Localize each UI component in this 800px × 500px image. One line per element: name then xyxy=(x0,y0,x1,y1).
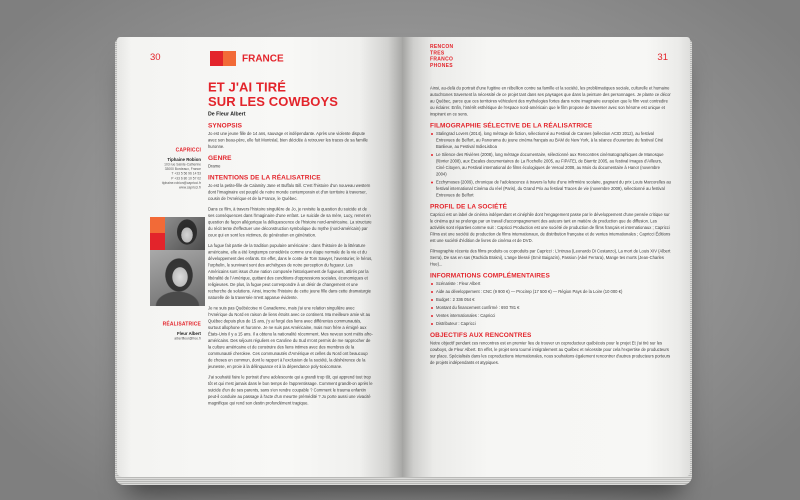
rencontres-francophones-logo xyxy=(430,44,453,69)
intentions-paragraph: Dans ce film, à travers l'histoire singulière de Jo, je revisite la question du suicide et de ses conséquences dans l'imaginaire d'une enfant. Le suicide de sa mère, Lucy, remet en question de façon allégorique la déliquescence de l'histoire nord-américaine. La structure du récit tente d'effectuer une déconstruction symbolique du mythe (nord-américain) par ceux qui en sont les victimes, de génération en génération. xyxy=(208,206,372,238)
intentions-paragraph: J'ai souhaité faire le portrait d'une adolescente qui a grandi trop tôt, qui apprend tout trop tôt et qui n'est jamais dans le bon temps de l'apprentissage. Comment grandit-on après le suicide d'un de ses parents, sans s'en rendre coupable ? Comment le trauma enfantin peut-il conduire au passage à l'acte d'un meurtre prémédité ? Jo porte aussi une vivacité magnifique qui rend son destin profondément tragique. xyxy=(208,374,373,406)
filmography-list xyxy=(430,131,671,199)
film-still-photo xyxy=(165,217,205,250)
orange-block xyxy=(223,51,236,66)
orange-accent-block xyxy=(150,217,165,233)
company-name: CAPRICCI xyxy=(175,147,201,153)
director-name: Fleur Albert xyxy=(177,331,201,336)
director-portrait-photo xyxy=(150,250,205,306)
right-page-content xyxy=(402,37,690,477)
company-profile-paragraph: Filmographie récente des films produits ou coproduits par Capricci : L'intrusa (Leonardo Di Costanzo), La mort de Louis XIV (Albert Serra), De sas en sas (Rachida Brakni), L'ange blessé (Emir Baigazin), Passion (Abel Ferrara), Mange tes morts (Jean-Charles Hue)... xyxy=(430,248,671,267)
film-title-line: SUR LES COWBOYS xyxy=(208,94,339,109)
red-accent-block xyxy=(150,233,165,250)
info-item: Distributeur : Capricci xyxy=(436,321,671,328)
info-item: Budget : 2 336 054 € xyxy=(436,297,671,304)
intentions-paragraph: La fugue fait partie de la tradition populaire américaine : dans l'histoire de la littérature américaine, elle a été longtemps considérée comme une étape normale de la vie et du développement des enfants. En effet, dans le conte de Tom Sawyer, l'aventurier, le héros, l'orphelin, le survivant sont des archétypes de notre perception du fugueur. Les Américains sont issus d'une nation composée historiquement de fugueurs, attirés par la libéralité de l'Amérique, quittant des conditions d'oppressions sociales, économiques et religieuses. De plus, la fugue peut correspondre à un désir de changement et une recherche de solutions. Ainsi, inscrire l'histoire de cette jeune fille dans cette dramaturgie naturelle de la traversée m'est apparue évidente. xyxy=(208,243,373,300)
left-page-content xyxy=(117,37,402,477)
info-item: Aide au développement : CNC (9 900 €) — Procirep (17 500 €) — Région Pays de la Loire (10 000 €) xyxy=(436,289,671,296)
intentions-heading: INTENTIONS DE LA RÉALISATRICE xyxy=(208,173,321,181)
country-label: FRANCE xyxy=(242,53,284,64)
country-color-blocks xyxy=(210,51,236,66)
contact-name: Tiphaine Robion xyxy=(167,157,201,162)
red-block xyxy=(210,51,223,66)
film-title xyxy=(208,80,373,109)
objectives-text: Notre objectif pendant ces rencontres est en premier lieu de trouver un coproducteur québécois pour le projet Et j'ai tiré sur les cowboys, de Fleur Albert. En effet, le projet sera tourné intégralement au Québec et nécessite pour cela l'expertise de producteurs sur place. Spécialisés dans les coproductions internationales, nous souhaitons également rencontrer d'autres producteurs porteurs de projets indépendants et atypiques. xyxy=(430,340,671,365)
film-title-line: ET J'AI TIRÉ xyxy=(208,79,286,95)
info-heading: INFORMATIONS COMPLÉMENTAIRES xyxy=(430,271,550,279)
info-item: Ventes internationales : Capricci xyxy=(436,313,671,320)
synopsis-heading: SYNOPSIS xyxy=(208,121,243,129)
synopsis-text: Jo est une jeune fille de 14 ans, sauvage et indépendante. Après une violente dispute avec son beau-père, elle fuit Montréal, bien décidée à retrouver les traces de sa famille huronne. xyxy=(208,131,368,149)
company-city-line: 33000 Bordeaux, France xyxy=(164,167,201,172)
company-profile-paragraph: Capricci est un label de cinéma indépendant et cinéphile dont l'engagement passe par le développement d'une pensée critique sur le cinéma qui se prolonge par un travail d'accompagnement des auteurs tant en matière de production que de diffusion. Les activités sont réparties comme suit : Capricci Production est une société de production de films français et internationaux ; Capricci Films est une société de production de films internationaux, de distribution française et de ventes internationales ; Capricci Éditions est une société d'édition de livres de cinéma et de DVD. xyxy=(430,212,671,243)
genre-text: Drame xyxy=(208,163,221,169)
filmography-item: Stalingrad Lovers (2014), long métrage de fiction, sélectionné au Festival de Cannes (sélection ACID 2012), au festival Entrevues de Belfort, au Panorama du jeune cinéma français au BAM de New York, à la séance d'ouverture du festival Ciné Banlieue, au Festival IndieLisboa xyxy=(436,131,671,151)
info-item: Scénariste : Fleur Albert xyxy=(436,281,671,288)
right-page xyxy=(402,37,690,477)
intro-paragraph: Ainsi, au-delà du portrait d'une fugitive en rébellion contre sa famille et la société, les problématiques sociale, culturelle et humaine autochtones traversent la nécessité de ce projet tant dans ses paysages que dans la peinture des personnages. Je plante ce décor au Québec, parce que ces territoires véhiculent des mythologies fortes dans notre imaginaire européen que le film veut contredire ou éclairer. Enfin, l'intérêt esthétique de l'espace nord-américain que le film propose de traverser avec son héroïne est unique et inspirant en ce sens. xyxy=(430,85,671,117)
director-block xyxy=(140,321,201,341)
company-profile-heading: PROFIL DE LA SOCIÉTÉ xyxy=(430,202,508,210)
intentions-paragraph: Je ne suis pas Québécoise ni Canadienne, mais j'ai une relation singulière avec l'Amérique du Nord en raison de liens étroits avec ce continent. Ma meilleure amie vit au Québec depuis plus de 15 ans, j'y ai forgé des liens avec différentes communautés, surtout allophone et huronne. Je ne suis pas Américaine, mais mon frère a émigré aux États-Unis il y a 15 ans. Il a obtenu la nationalité récemment. Mes neveux sont métis afro-américains. Des séjours réguliers en Caroline du Sud m'ont permis de me rapprocher de la culture américaine et de construire des liens intimes avec des membres de la communauté cherokee. Ces communautés d'Amérique et celles du Nord ont beaucoup de choses en commun, dont le rapport à l'exclusion de la société, la déshérence de la jeunesse, en proie à la délinquance et à la dépendance poly-toxicomane. xyxy=(208,305,373,369)
company-website: www.capricci.fr xyxy=(179,186,201,190)
company-email: tiphaine.robion@capricci.fr xyxy=(161,181,201,185)
objectives-heading: OBJECTIFS AUX RENCONTRES xyxy=(430,331,532,339)
company-mobile: P +33 6 80 10 57 02 xyxy=(171,176,201,181)
logo-line: RENCON xyxy=(430,44,454,50)
production-company-block xyxy=(140,147,201,190)
company-address-line: 103 rue Sainte-Catherine xyxy=(164,163,201,167)
filmography-heading: FILMOGRAPHIE SÉLECTIVE DE LA RÉALISATRICE xyxy=(430,121,593,129)
filmography-item: Le Silence des Rivières (2008), long métrage documentaire, sélectionné aux Rencontres cinématographiques de Manosque (février 2008), aux Escales documentaires de La Rochelle 2005, au FIPATEL de Biarritz 2005, au festival Images d'Ailleurs, Ciné Citoyen, au Festival international de films écologiques de Vesoul 2008, au Mois du documentaire à Hanoï (novembre 2004) xyxy=(436,152,671,178)
director-label: RÉALISATRICE xyxy=(162,321,201,327)
right-main-column xyxy=(430,85,671,370)
page-number: 31 xyxy=(657,52,668,63)
page-number: 30 xyxy=(150,52,161,63)
intentions-paragraph: Jo est la petite-fille de Calamity Jane et Buffalo Bill. C'est l'histoire d'un nouveau western dont l'imaginaire est peuplé de notre monde contemporain et d'un territoire à traverser, cousin de l'Amérique et de la France, le Québec. xyxy=(208,183,371,201)
logo-line: FRANCO xyxy=(430,56,454,62)
logo-line: TRES xyxy=(430,50,445,56)
left-main-column xyxy=(208,80,373,411)
info-list xyxy=(430,281,671,328)
left-page xyxy=(117,37,402,477)
byline: De Fleur Albert xyxy=(208,111,246,117)
genre-heading: GENRE xyxy=(208,154,232,162)
company-phone: T +33 5 56 96 14 53 xyxy=(171,172,201,176)
logo-line: PHONES xyxy=(430,62,453,69)
filmography-item: Ecchymoses (2009), chronique de l'adolescence à travers la fuite d'une infirmière scolaire, gagnant du prix Louis Marcorelles au festival international Cinéma du réel (Paris), du Grand Prix au festival Traces de vie (novembre 2009), sélectionné au festival Entrevues de Belfort xyxy=(436,179,671,198)
director-email: albertfleur@free.fr xyxy=(174,337,201,341)
info-item: Montant du financement confirmé : 693 781 € xyxy=(436,305,671,312)
